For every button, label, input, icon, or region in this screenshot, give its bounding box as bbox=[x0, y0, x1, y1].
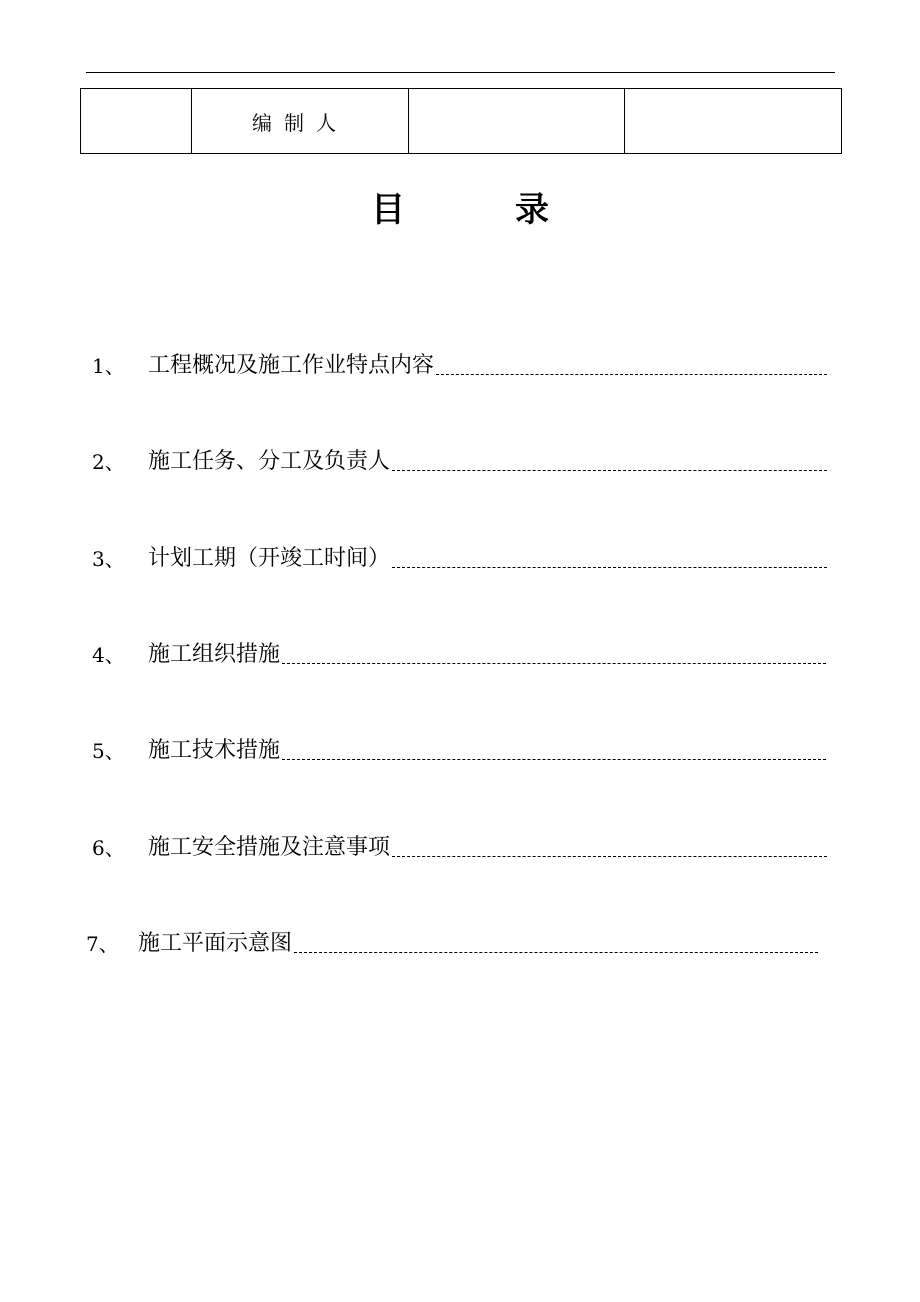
toc-item-3 bbox=[92, 543, 827, 575]
toc-title: 施工任务、分工及负责人 bbox=[148, 449, 391, 474]
toc-number: 1、 bbox=[92, 354, 125, 378]
toc-leader-line bbox=[282, 663, 826, 664]
title-char-2: 录 bbox=[515, 190, 549, 230]
toc-item-2 bbox=[92, 446, 827, 478]
toc-leader-line bbox=[392, 470, 827, 471]
toc-leader-line bbox=[392, 856, 827, 857]
toc-item-4 bbox=[92, 639, 826, 671]
toc-number: 2、 bbox=[92, 450, 125, 474]
toc-title: 施工安全措施及注意事项 bbox=[148, 835, 391, 860]
toc-number: 3、 bbox=[92, 547, 125, 571]
toc-leader-line bbox=[282, 759, 826, 760]
toc-item-1 bbox=[92, 350, 827, 382]
toc-leader-line bbox=[294, 952, 818, 953]
toc-number: 4、 bbox=[92, 643, 125, 667]
toc-number: 6、 bbox=[92, 836, 125, 860]
toc-title: 计划工期（开竣工时间） bbox=[148, 546, 391, 571]
title-char-1: 目 bbox=[371, 190, 405, 230]
toc-item-7 bbox=[86, 928, 818, 960]
toc-title: 工程概况及施工作业特点内容 bbox=[148, 353, 435, 378]
toc-number: 7、 bbox=[86, 932, 119, 956]
toc-item-5 bbox=[92, 735, 826, 767]
toc-leader-line bbox=[392, 567, 827, 568]
toc-leader-line bbox=[436, 374, 827, 375]
header-cell-compiler: 编制人 bbox=[192, 89, 409, 154]
toc-number: 5、 bbox=[92, 739, 125, 763]
toc-title: 施工技术措施 bbox=[148, 738, 281, 763]
toc-title: 施工组织措施 bbox=[148, 642, 281, 667]
toc-item-6 bbox=[92, 832, 827, 864]
toc-title: 施工平面示意图 bbox=[138, 931, 293, 956]
